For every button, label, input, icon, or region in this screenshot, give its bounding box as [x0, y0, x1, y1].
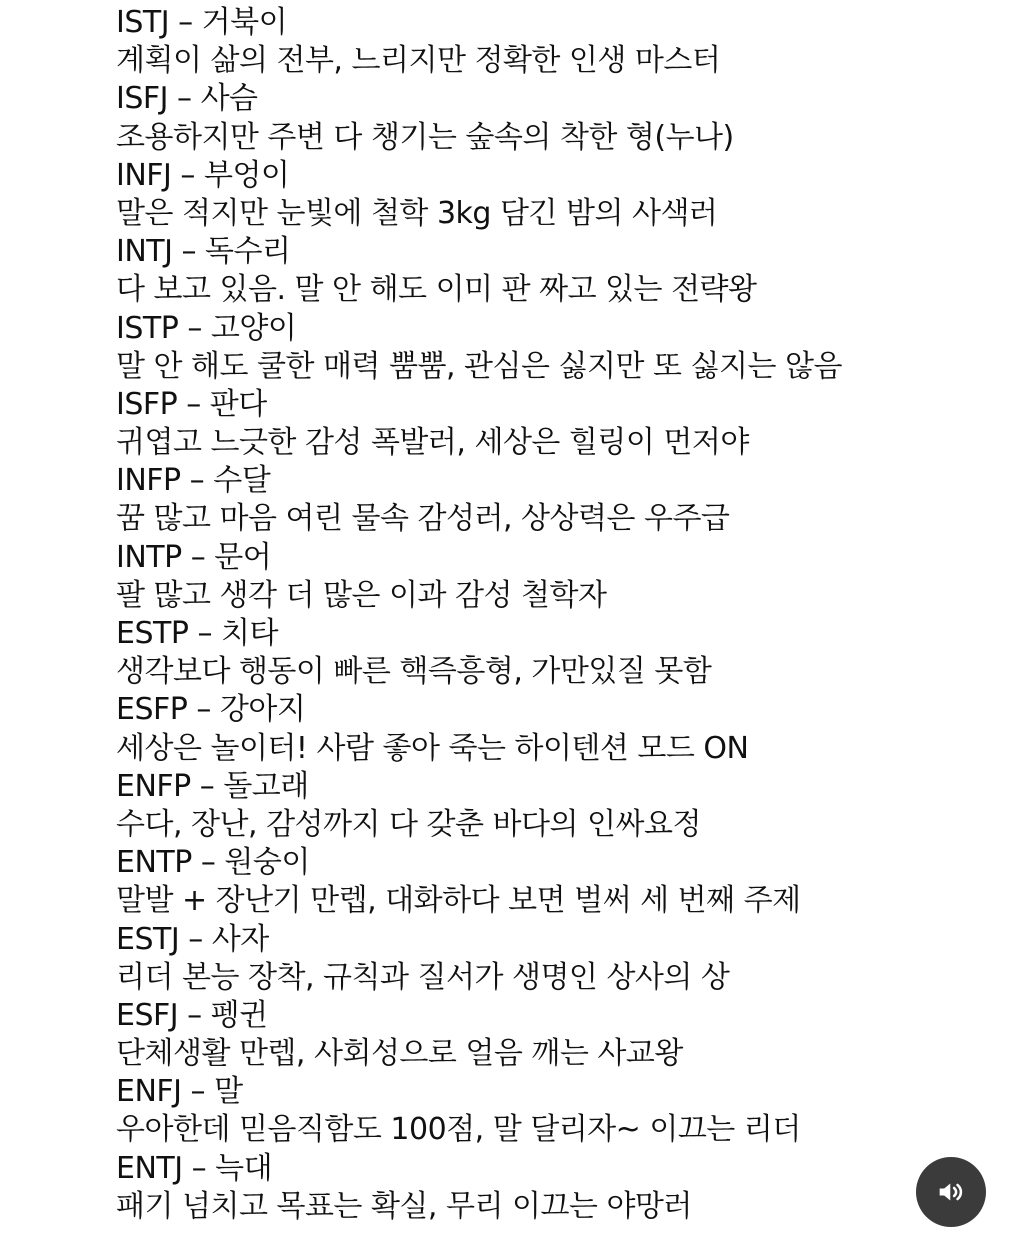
mbti-description: 팔 많고 생각 더 많은 이과 감성 철학자	[116, 577, 607, 613]
mbti-description: 패기 넘치고 목표는 확실, 무리 이끄는 야망러	[116, 1188, 692, 1224]
mbti-entry-enfj	[116, 1073, 976, 1149]
mbti-type-label: ESTJ – 사자	[116, 921, 269, 957]
mbti-description: 계획이 삶의 전부, 느리지만 정확한 인생 마스터	[116, 43, 721, 79]
mbti-description: 꿈 많고 마음 여린 물속 감성러, 상상력은 우주급	[116, 501, 730, 537]
mbti-entry-istp	[116, 310, 976, 386]
mbti-entry-infj	[116, 157, 976, 233]
mbti-type-label: ESTP – 치타	[116, 616, 278, 651]
mbti-entry-enfp	[116, 768, 976, 844]
mbti-description: 말은 적지만 눈빛에 철학 3kg 담긴 밤의 사색러	[116, 195, 718, 231]
mbti-type-label: ENFP – 돌고래	[116, 768, 309, 804]
mbti-animal-list	[116, 4, 976, 1226]
mbti-description: 귀엽고 느긋한 감성 폭발러, 세상은 힐링이 먼저야	[116, 425, 749, 461]
mbti-description: 우아한데 믿음직함도 100점, 말 달리자~ 이끄는 리더	[116, 1112, 801, 1148]
sound-toggle-button[interactable]	[916, 1157, 986, 1227]
mbti-entry-estp	[116, 615, 976, 691]
speaker-sound-icon	[934, 1175, 968, 1209]
mbti-type-label: INFJ – 부엉이	[116, 157, 290, 193]
mbti-entry-isfj	[116, 80, 976, 156]
mbti-description: 리더 본능 장착, 규칙과 질서가 생명인 상사의 상	[116, 959, 730, 995]
mbti-entry-intj	[116, 233, 976, 309]
mbti-type-label: ISFJ – 사슴	[116, 81, 258, 117]
mbti-type-label: INFP – 수달	[116, 463, 271, 499]
mbti-entry-intp	[116, 539, 976, 615]
mbti-type-label: INTP – 문어	[116, 539, 272, 575]
mbti-entry-estj	[116, 921, 976, 997]
mbti-type-label: ENFJ – 말	[116, 1074, 243, 1110]
mbti-description: 단체생활 만렙, 사회성으로 얼음 깨는 사교왕	[116, 1036, 683, 1072]
mbti-entry-istj	[116, 4, 976, 80]
mbti-type-label: ISTJ – 거북이	[116, 5, 288, 40]
mbti-type-label: INTJ – 독수리	[116, 234, 291, 270]
mbti-type-label: ESFP – 강아지	[116, 692, 306, 728]
mbti-description: 생각보다 행동이 빠른 핵즉흥형, 가만있질 못함	[116, 654, 712, 690]
mbti-description: 다 보고 있음. 말 안 해도 이미 판 짜고 있는 전략왕	[116, 272, 757, 308]
mbti-description: 말 안 해도 쿨한 매력 뿜뿜, 관심은 싫지만 또 싫지는 않음	[116, 348, 842, 384]
mbti-entry-isfp	[116, 386, 976, 462]
mbti-description: 세상은 놀이터! 사람 좋아 죽는 하이텐션 모드 ON	[116, 730, 749, 766]
mbti-description: 수다, 장난, 감성까지 다 갖춘 바다의 인싸요정	[116, 806, 701, 842]
mbti-type-label: ENTP – 원숭이	[116, 845, 310, 881]
mbti-entry-esfp	[116, 691, 976, 767]
mbti-type-label: ISTP – 고양이	[116, 310, 297, 346]
mbti-entry-entp	[116, 844, 976, 920]
mbti-entry-esfj	[116, 997, 976, 1073]
mbti-description: 말발 + 장난기 만렙, 대화하다 보면 벌써 세 번째 주제	[116, 883, 801, 919]
mbti-entry-entj	[116, 1150, 976, 1226]
mbti-type-label: ISFP – 판다	[116, 386, 267, 422]
mbti-type-label: ENTJ – 늑대	[116, 1150, 273, 1186]
mbti-description: 조용하지만 주변 다 챙기는 숲속의 착한 형(누나)	[116, 119, 734, 155]
mbti-type-label: ESFJ – 펭귄	[116, 997, 268, 1033]
mbti-entry-infp	[116, 462, 976, 538]
